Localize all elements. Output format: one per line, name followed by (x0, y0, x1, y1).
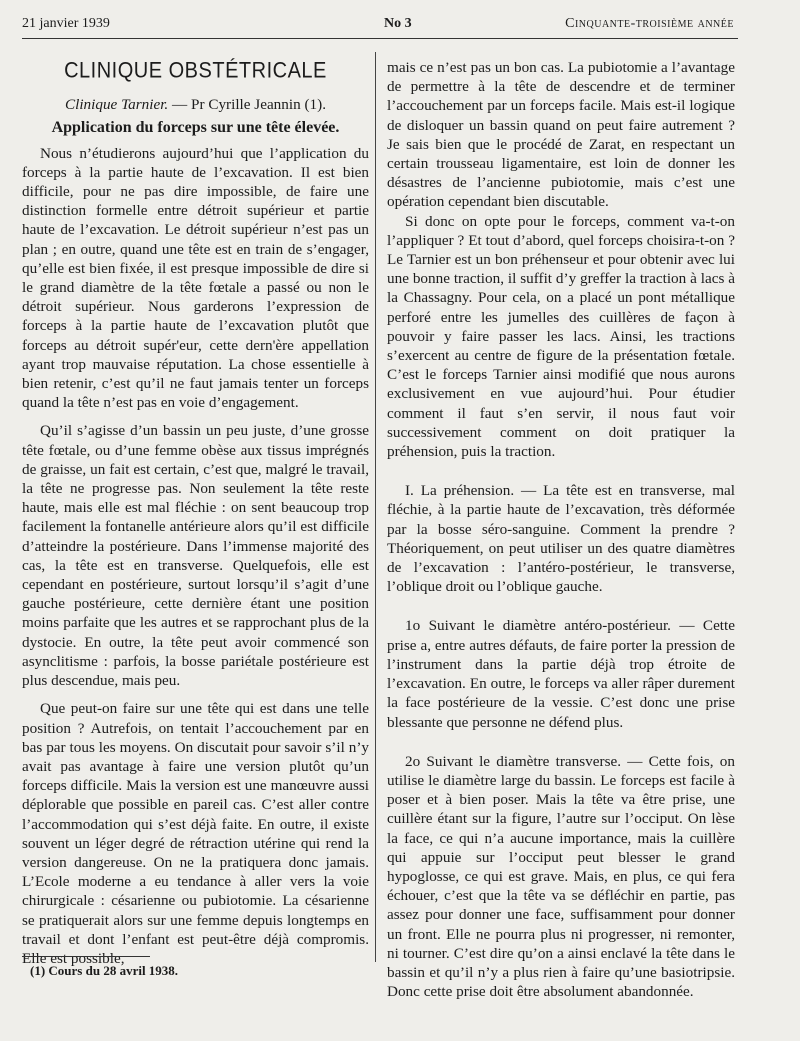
paragraph: Que peut-on faire sur une tête qui est dans une telle position ? Autrefois, on tentait l’accouchement par en bas par tous les moyens. On discutait pour savoir s’il n’y avait pas avantage à faire une version plutôt qu’un forceps difficile. Mais la version est une manœuvre aussi déplorable que possible en pareil cas. C’est aller contre l’accommodation qui s’est déjà faite. En outre, il existe souvent un léger degré de rétraction utérine qui rend la version dangereuse. On ne la pratiquera donc jamais. L’Ecole moderne a eu tendance à aller vers la voie chirurgicale : césarienne ou pubiotomie. La césarienne se pratiquerait alors sur une femme depuis longtemps en travail et dont l’enfant est peut-être déjà compromis. Elle est possible, (22, 700, 369, 967)
subsection-transverse: 2o Suivant le diamètre transverse. — Cette fois, on utilise le diamètre large du bassin. Le forceps est facile à poser et à bien poser. Mais la tête va être prise, une cuillère étant sur la figure, l’autre sur l’occiput. On lèse la face, ce qui n’a aucune importance, mais la cuillère qui appuie sur l’occiput peut blesser le grand hypoglosse, ce qui est grave. Mais, en plus, ce qui fera échouer, c’est que la tête va se défléchir en partie, pas assez pour donner une face, suffisamment pour donner un front. Elle ne pourra plus ni progresser, ni remonter, ni tourner. C’est dire qu’on a ainsi enclavé la tête dans le bassin et qu’il n’y a plus rien à faire qu’une basiotripsie. Donc cette prise doit être absolument abandonnée. (387, 752, 735, 1001)
issue-date: 21 janvier 1939 (22, 16, 110, 31)
author: — Pr Cyrille Jeannin (1). (172, 96, 326, 114)
paragraph: Qu’il s’agisse d’un bassin un peu juste, d’une grosse tête fœtale, ou d’une femme obèse aux tissus imprégnés de graisse, un fait est certain, c’est que, malgré le travail, la tête ne progresse pas. Non seulement la tête reste haute, mais elle est mal fléchie : on sent beaucoup trop facilement la fontanelle antérieure alors qu’il est difficile d’atteindre la postérieure. Dans l’immense majorité des cas, la tête est en transverse. Quelquefois, elle est cependant en postérieure, surtout lorsqu’il s’agit d’une gauche postérieure, cette dernière étant une position moins parfaite que les autres et se rapprochant plus de la dystocie. En outre, la tête peut avoir commencé son asynclitisme : parfois, la bosse pariétale postérieure est plus descendue, mais peu. (22, 422, 369, 690)
subsection-ap: 1o Suivant le diamètre antéro-postérieur. — Cette prise a, entre autres défauts, de faire porter la pression de l’instrument dans la partie déjà trop étroite de l’excavation. En outre, le forceps va aller râper durement la face postérieure de la vessie. C’est donc une prise blessante que personne ne défend plus. (387, 617, 735, 731)
footnote-rule (22, 956, 150, 957)
paragraph: mais ce n’est pas un bon cas. La pubiotomie a l’avantage de permettre à la tête de descendre et de terminer l’accouchement par un forceps facile. Mais est-il logique de disloquer un bassin quand on peut faire autrement ? Je sais bien que le procédé de Zarat, en respectant un certain trousseau ligamentaire, est loin de donner les désastres de l’ancienne pubiotomie, mais c’est une opération cependant bien discutable. (387, 59, 735, 211)
paragraph: Nous n’étudierons aujourd’hui que l’application du forceps à la partie haute de l’excavation. Il est bien difficile, pour ne pas dire impossible, de faire une distinction formelle entre détroit supérieur et partie haute de l’excavation. Le détroit supérieur n’est pas un plan ; en outre, quand une tête est en train de s’engager, qu’elle est bien fixée, il est presque impossible de dire si le grand diamètre de la tête fœtale a passé ou non le détroit supérieur. Nous garderons l’expression de forceps à la partie haute de l’excavation plutôt que forceps au détroit supér'eur, cette dern'ère appellation ayant trop mauvaise réputation. La chose essentielle à bien retenir, c’est qu’il ne faut jamais tenter un forceps quand la tête n’est pas en voie d’engagement. (22, 144, 369, 412)
right-column (387, 58, 735, 1001)
header-rule (22, 38, 738, 39)
byline (22, 95, 369, 114)
footnote: (1) Cours du 28 avril 1938. (30, 963, 179, 978)
section-preh: I. La préhension. — La tête est en transverse, mal fléchie, à la partie haute de l’excavation, très déformée par la bosse séro-sanguine. Comment la prendre ? Théoriquement, on peut utiliser un des quatre diamètres de l’excavation : l’antéro-postérieur, le transverse, l’oblique droit ou l’oblique gauche. (387, 482, 735, 596)
article-subtitle: Application du forceps sur une tête élevée. (51, 119, 340, 137)
publication-year: Cinquante-troisième année (565, 16, 734, 31)
column-divider (375, 52, 376, 962)
paragraph: Si donc on opte pour le forceps, comment va-t-on l’appliquer ? Et tout d’abord, quel forceps choisira-t-on ? Le Tarnier est un bon préhenseur et pour obtenir avec lui une bonne traction, il suffit d’y greffer la traction à lacs à la Chassagny. Pour cela, on a placé un pont métallique perforé entre les jumelles des cuillères de façon à pouvoir y faire passer les lacs. Ainsi, les tractions s’exercent au centre de figure de la présentation fœtale. C’est le forceps Tarnier ainsi modifié que nous aurons exclusivement en vue aujourd’hui. Pour étudier comment il faut s’en servir, il nous faut voir successivement comment on doit pratiquer la préhension, puis la traction. (387, 212, 735, 461)
clinic-name: Clinique Tarnier. (64, 96, 169, 114)
left-column (22, 58, 369, 968)
issue-number: No 3 (384, 16, 412, 31)
page-header (22, 16, 734, 36)
section-title: CLINIQUE OBSTÉTRICALE (64, 58, 327, 84)
